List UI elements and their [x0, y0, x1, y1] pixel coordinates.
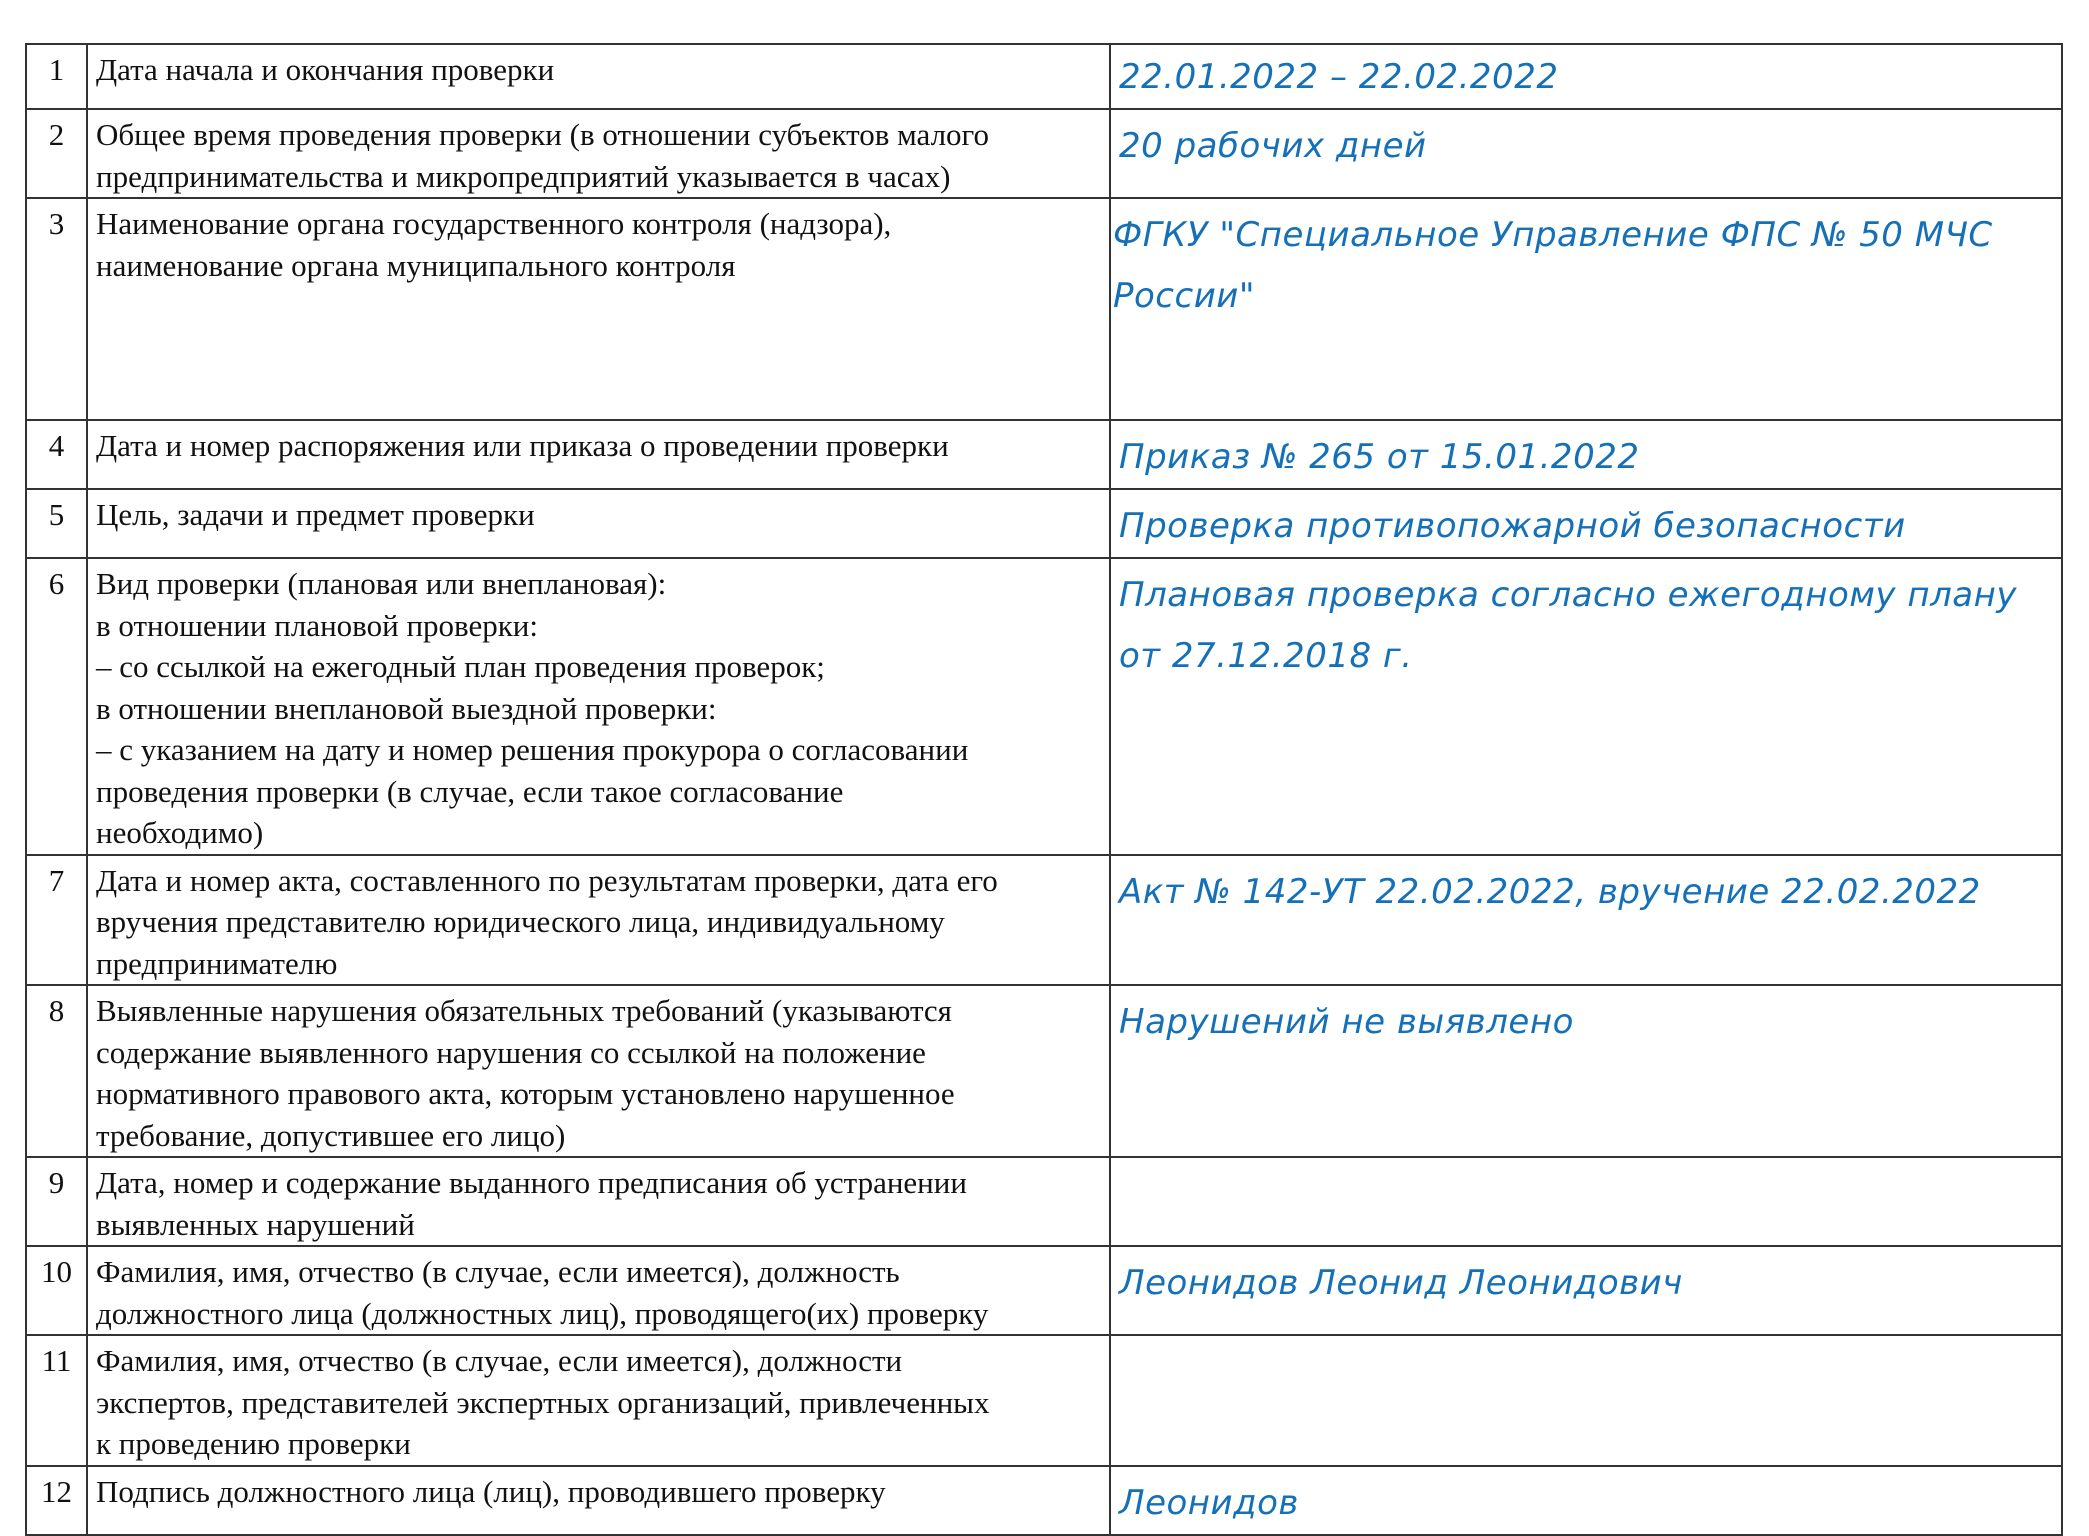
- label-line: Дата, номер и содержание выданного предписания об устранении: [96, 1165, 967, 1200]
- table-row: [26, 1335, 2062, 1466]
- row-label: [87, 1157, 1110, 1246]
- label-line: к проведению проверки: [96, 1426, 411, 1461]
- label-line: – с указанием на дату и номер решения прокурора о согласовании: [96, 732, 969, 767]
- row-label: [87, 198, 1110, 420]
- table-row: [26, 1466, 2062, 1535]
- label-line: – со ссылкой на ежегодный план проведения проверок;: [96, 649, 825, 684]
- row-value: Акт № 142-УТ 22.02.2022, вручение 22.02.2022: [1110, 855, 2062, 986]
- table-row: [26, 558, 2062, 855]
- row-number: 2: [26, 109, 87, 198]
- row-value: [1110, 1335, 2062, 1466]
- label-line: в отношении плановой проверки:: [96, 607, 539, 643]
- label-line: Фамилия, имя, отчество (в случае, если имеется), должности: [96, 1343, 903, 1378]
- label-line: проведения проверки (в случае, если такое согласование: [96, 773, 844, 809]
- row-label: [87, 985, 1110, 1157]
- label-line: экспертов, представителей экспертных организаций, привлеченных: [96, 1384, 990, 1420]
- row-number: 10: [26, 1246, 87, 1335]
- label-line: Наименование органа государственного контроля (надзора),: [96, 206, 892, 241]
- label-line: нормативного правового акта, которым установлено нарушенное: [96, 1076, 955, 1111]
- row-label: [87, 855, 1110, 986]
- label-line: в отношении внеплановой выездной проверки:: [96, 690, 717, 726]
- row-number: 3: [26, 198, 87, 420]
- table-row: [26, 1246, 2062, 1335]
- table-row: [26, 420, 2062, 489]
- row-label: [87, 420, 1110, 489]
- row-value: [1110, 1157, 2062, 1246]
- row-value: Нарушений не выявлено: [1110, 985, 2062, 1157]
- row-value: Леонидов Леонид Леонидович: [1110, 1246, 2062, 1335]
- label-line: Фамилия, имя, отчество (в случае, если имеется), должность: [96, 1254, 900, 1289]
- row-value: Плановая проверка согласно ежегодному плану от 27.12.2018 г.: [1110, 558, 2062, 855]
- table-row: [26, 109, 2062, 198]
- label-line: предпринимателю: [96, 945, 338, 981]
- row-label: [87, 1335, 1110, 1466]
- row-number: 12: [26, 1466, 87, 1535]
- label-line: Общее время проведения проверки (в отношении субъектов малого: [96, 117, 989, 152]
- label-line: должностного лица (должностных лиц), проводящего(их) проверку: [96, 1295, 989, 1331]
- label-line: выявленных нарушений: [96, 1206, 415, 1242]
- label-line: Дата и номер распоряжения или приказа о проведении проверки: [96, 428, 949, 463]
- table-row: [26, 44, 2062, 109]
- row-value: 22.01.2022 – 22.02.2022: [1110, 44, 2062, 109]
- row-number: 9: [26, 1157, 87, 1246]
- label-line: Цель, задачи и предмет проверки: [96, 497, 535, 532]
- table-row: [26, 855, 2062, 986]
- table-row: [26, 489, 2062, 558]
- row-value: Проверка противопожарной безопасности: [1110, 489, 2062, 558]
- row-number: 1: [26, 44, 87, 109]
- table-row: [26, 1157, 2062, 1246]
- row-value: Приказ № 265 от 15.01.2022: [1110, 420, 2062, 489]
- label-line: предпринимательства и микропредприятий указывается в часах): [96, 158, 951, 194]
- label-line: содержание выявленного нарушения со ссылкой на положение: [96, 1034, 926, 1070]
- table-row: [26, 985, 2062, 1157]
- row-number: 6: [26, 558, 87, 855]
- row-number: 5: [26, 489, 87, 558]
- label-line: требование, допустившее его лицо): [96, 1117, 566, 1153]
- row-number: 11: [26, 1335, 87, 1466]
- label-line: Подпись должностного лица (лиц), проводившего проверку: [96, 1473, 886, 1509]
- row-number: 7: [26, 855, 87, 986]
- row-number: 4: [26, 420, 87, 489]
- row-value: Леонидов: [1110, 1466, 2062, 1535]
- label-line: наименование органа муниципального контроля: [96, 247, 736, 283]
- label-line: Вид проверки (плановая или внеплановая):: [96, 566, 667, 601]
- row-label: [87, 44, 1110, 109]
- label-line: Дата и номер акта, составленного по результатам проверки, дата его: [96, 862, 998, 898]
- label-line: необходимо): [96, 815, 264, 850]
- label-line: Выявленные нарушения обязательных требований (указываются: [96, 993, 952, 1028]
- row-value: ФГКУ "Специальное Управление ФПС № 50 МЧС России": [1110, 198, 2062, 420]
- table-row: [26, 198, 2062, 420]
- row-label: [87, 558, 1110, 855]
- row-number: 8: [26, 985, 87, 1157]
- label-line: Дата начала и окончания проверки: [96, 52, 555, 87]
- row-value: 20 рабочих дней: [1110, 109, 2062, 198]
- row-label: [87, 1466, 1110, 1535]
- label-line: вручения представителю юридического лица, индивидуальному: [96, 904, 945, 939]
- row-label: [87, 1246, 1110, 1335]
- row-label: [87, 489, 1110, 558]
- inspection-table: [25, 43, 2063, 1536]
- row-label: [87, 109, 1110, 198]
